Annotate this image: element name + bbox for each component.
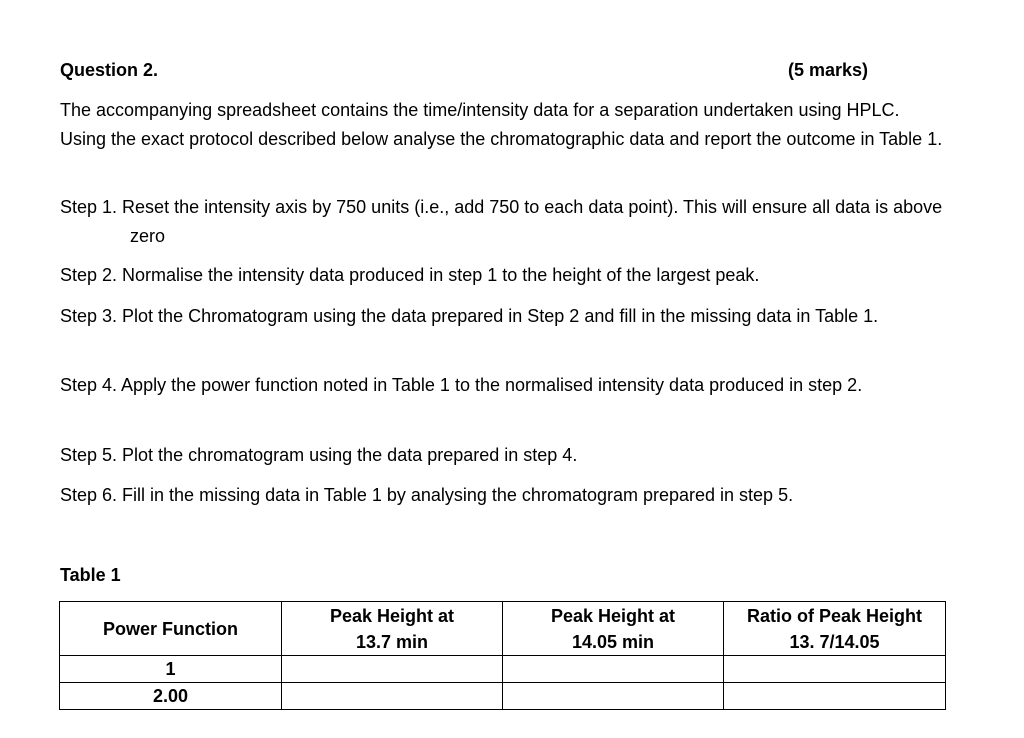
header-peak-14-05-line2: 14.05 min <box>571 631 655 652</box>
cell-peak-13-7[interactable] <box>282 683 503 710</box>
step-5: Step 5. Plot the chromatogram using the data prepared in step 4. <box>60 445 578 465</box>
table-row <box>60 656 946 683</box>
header-peak-14-05-line1: Peak Height at <box>550 605 676 626</box>
cell-peak-14-05[interactable] <box>503 656 724 683</box>
cell-peak-13-7[interactable] <box>282 656 503 683</box>
header-power-function-label: Power Function <box>103 618 238 639</box>
header-peak-13-7-line2: 13.7 min <box>355 631 429 652</box>
step-6: Step 6. Fill in the missing data in Table 1 by analysing the chromatogram prepared in step 5. <box>60 485 794 505</box>
header-ratio-line2: 13. 7/14.05 <box>789 631 880 652</box>
table-row <box>60 683 946 710</box>
header-power-function <box>60 602 282 656</box>
header-ratio <box>724 602 946 656</box>
question-title: Question 2. <box>60 60 159 80</box>
step-2: Step 2. Normalise the intensity data produced in step 1 to the height of the largest peak. <box>60 265 760 285</box>
header-peak-13-7 <box>282 602 503 656</box>
cell-ratio[interactable] <box>724 683 946 710</box>
cell-ratio[interactable] <box>724 656 946 683</box>
question-header <box>60 58 868 82</box>
header-peak-14-05 <box>503 602 724 656</box>
header-ratio-line1: Ratio of Peak Height <box>746 605 923 626</box>
question-marks: (5 marks) <box>787 60 868 80</box>
intro-paragraph: The accompanying spreadsheet contains the time/intensity data for a separation undertaken using HPLC. Using the exact protocol described below analyse the chromatographic data and report the outcome in Table 1. <box>60 100 943 149</box>
step-1: Step 1. Reset the intensity axis by 750 units (i.e., add 750 to each data point). This will ensure all data is above zero <box>60 197 943 246</box>
cell-peak-14-05[interactable] <box>503 683 724 710</box>
step-3: Step 3. Plot the Chromatogram using the data prepared in Step 2 and fill in the missing data in Table 1. <box>60 306 879 326</box>
results-table <box>59 601 946 710</box>
cell-power-function: 1 <box>60 656 282 683</box>
table-title: Table 1 <box>60 565 121 585</box>
step-4: Step 4. Apply the power function noted in Table 1 to the normalised intensity data produced in step 2. <box>60 375 863 395</box>
header-peak-13-7-line1: Peak Height at <box>329 605 455 626</box>
table-header-row <box>60 602 946 656</box>
cell-power-function: 2.00 <box>60 683 282 710</box>
